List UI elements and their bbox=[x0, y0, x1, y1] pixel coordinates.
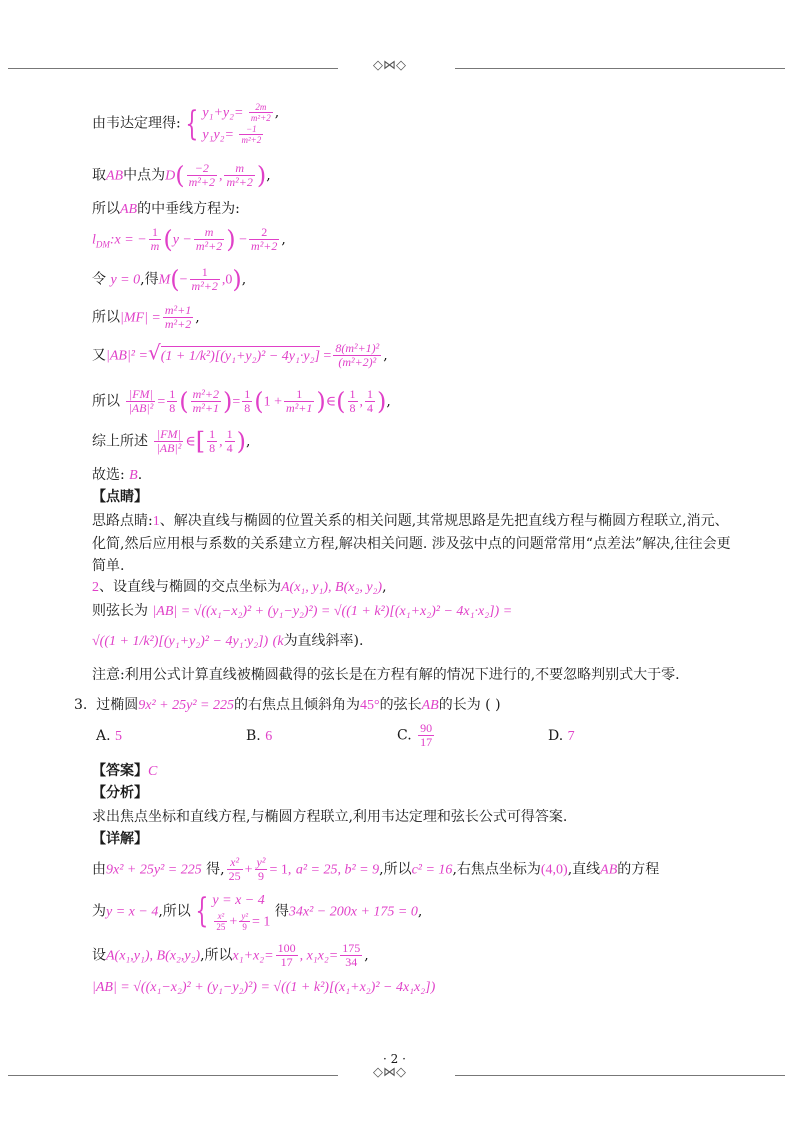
brace: { bbox=[185, 103, 199, 144]
q3-text-b: 的右焦点且倾斜角为 bbox=[233, 697, 360, 713]
ratio-c2d: 8 bbox=[244, 401, 251, 415]
header-rule-right bbox=[455, 68, 785, 69]
page-number: · 2 · bbox=[383, 1052, 406, 1066]
d1-eq: 9x² + 25y² = 225 bbox=[106, 862, 202, 878]
ratio-r1d: 8 bbox=[349, 401, 356, 415]
q3-angle: 45° bbox=[359, 698, 380, 713]
analysis-text: 求出焦点坐标和直线方程,与椭圆方程联立,利用韦达定理和弦长公式可得答案. bbox=[92, 809, 568, 825]
ldm-f1d: m bbox=[150, 239, 160, 253]
d3-sn: 100 bbox=[277, 941, 296, 955]
comment-head: 【点睛】 bbox=[92, 489, 148, 505]
choose-val: B bbox=[129, 468, 138, 483]
midpoint-d: D bbox=[165, 168, 176, 184]
d2-s2eq: = 1 bbox=[252, 914, 271, 930]
choose-text: 故选: bbox=[92, 467, 125, 483]
option-c-num: 90 bbox=[420, 721, 433, 735]
header-ornament: ◇⋈◇ bbox=[373, 58, 406, 73]
vieta-sum-den: m²+2 bbox=[250, 113, 271, 123]
ratio-c1n: 1 bbox=[169, 387, 176, 401]
answer-head: 【答案】 bbox=[92, 763, 148, 779]
option-d-value: 7 bbox=[567, 729, 575, 744]
choose-line: 故选: B. bbox=[92, 467, 143, 483]
ratio-in2d: m²+1 bbox=[286, 401, 313, 415]
d3-pd: 34 bbox=[345, 955, 358, 969]
mf-d: m²+2 bbox=[164, 317, 192, 331]
q3-text-d: 的长为 ( ) bbox=[438, 697, 501, 713]
mf-text: 所以 bbox=[92, 309, 120, 326]
ldm-line: $l_{DM}:x$ = − $\frac{1}{m}$ (y − $\frac{m}{\text{m²+2}}$ ) − $\frac{2}{\text{m²+2}}$ , bbox=[92, 225, 286, 254]
sum-r1d: 8 bbox=[209, 441, 216, 455]
detail-line-3 bbox=[92, 942, 369, 969]
ratio-r2d: 4 bbox=[367, 401, 374, 415]
footer-rule-right bbox=[455, 1075, 785, 1076]
d1-b: 得, bbox=[206, 861, 225, 878]
option-c-label: C. bbox=[397, 727, 412, 744]
mf-line: 所以|MF| = $\frac{\text{m²+1}}{\text{m²+2}}$ , bbox=[92, 303, 200, 331]
d1-f: 的方程 bbox=[617, 861, 660, 878]
d3-prod: , x₁x₂= bbox=[299, 948, 339, 964]
let-fd: m²+2 bbox=[191, 279, 218, 293]
vieta-stack: y₁+y₂= $\frac{2m}{\text{m²+2}}$ , y₁y₂= $\frac{-1}{\text{m²+2}}$ bbox=[202, 102, 280, 145]
midpoint-line: 取AB中点为D( $\frac{-2}{\text{m²+2}}$ , $\frac{m}{\text{m²+2}}$ ), bbox=[92, 161, 271, 190]
d3-sd: 17 bbox=[280, 955, 293, 969]
comment-p3 bbox=[92, 602, 512, 621]
let-line: 令 y = 0,得M(− $\frac{1}{\text{m²+2}}$ ,0), bbox=[92, 265, 247, 294]
sum-d: |AB|² bbox=[156, 441, 182, 455]
vieta-line bbox=[92, 102, 279, 145]
let-text2: ,得 bbox=[140, 271, 159, 288]
comment-note: 注意:利用公式计算直线被椭圆截得的弦长是在方程有解的情况下进行的,不要忽略判别式大于零. bbox=[92, 667, 680, 683]
q3-ellipse: 9x² + 25y² = 225 bbox=[138, 698, 234, 713]
perp-text2: 的中垂线方程为: bbox=[137, 201, 240, 217]
d1-c2: c² = 16 bbox=[411, 862, 453, 878]
ratio-c2n: 1 bbox=[244, 387, 251, 401]
ldm-sub: DM bbox=[95, 239, 110, 250]
vieta-prod-den: m²+2 bbox=[241, 134, 262, 145]
comment-p2-pts: A(x₁, y₁), B(x₂, y₂) bbox=[281, 580, 383, 595]
header-rule-left bbox=[8, 68, 338, 69]
comment-p4-b: 为直线斜率). bbox=[283, 633, 364, 649]
ratio-text: 所以 bbox=[92, 393, 120, 410]
ldm-f3d: m²+2 bbox=[251, 239, 278, 253]
answer-val: C bbox=[148, 764, 158, 779]
q3-ab: AB bbox=[421, 698, 439, 713]
d2-stack: y = x − 4 $\frac{\text{x²}}{25}$ + $\frac{\text{y²}}{9}$ = 1 bbox=[212, 893, 271, 932]
d1-eq1: = 1, bbox=[269, 862, 292, 878]
d2-s1: y = x − 4 bbox=[212, 893, 265, 908]
detail-line-4 bbox=[92, 978, 435, 997]
sum-r2n: 1 bbox=[226, 427, 233, 441]
d1-fd2: 9 bbox=[258, 869, 264, 883]
q3-text-c: 的弦长 bbox=[379, 697, 422, 713]
comment-p1-num: 1 bbox=[152, 514, 160, 529]
ab-eq: = bbox=[319, 348, 332, 364]
option-c[interactable] bbox=[397, 722, 436, 749]
comment-p2-b: , bbox=[382, 579, 387, 595]
ldm-f1n: 1 bbox=[149, 226, 162, 240]
option-d-label: D. bbox=[548, 728, 564, 744]
midpoint-d1: m²+2 bbox=[188, 175, 215, 189]
ratio-d: |AB|² bbox=[128, 401, 154, 415]
ldm-f2d: m²+2 bbox=[195, 239, 223, 253]
vieta-sum: y₁+y₂= bbox=[202, 105, 247, 121]
ldm-y: y − bbox=[172, 232, 192, 248]
mf-lhs: |MF| = bbox=[120, 310, 161, 326]
q3-stem bbox=[74, 696, 501, 715]
sum-r1n: 1 bbox=[209, 427, 216, 441]
ratio-r2n: 1 bbox=[367, 387, 374, 401]
d1-ab2: AB bbox=[600, 862, 618, 878]
answer-line bbox=[92, 762, 157, 781]
d2-d: , bbox=[417, 903, 423, 920]
d2-s2n1: x² bbox=[214, 911, 227, 922]
vieta-sum-num: 2m bbox=[249, 102, 273, 113]
ratio-in: ∈ bbox=[325, 394, 337, 410]
d2-s2d1: 25 bbox=[216, 922, 226, 932]
midpoint-ab: AB bbox=[106, 168, 124, 184]
comment-p3-a: 则弦长为 bbox=[92, 603, 148, 619]
d2-b: ,所以 bbox=[158, 903, 191, 920]
option-b[interactable] bbox=[246, 728, 272, 745]
ldm-x: :x = − bbox=[109, 232, 147, 248]
option-d[interactable] bbox=[548, 728, 575, 745]
ldm-minus: − bbox=[235, 232, 248, 248]
d2-c: 得 bbox=[274, 903, 289, 920]
d1-a: 由 bbox=[92, 861, 106, 878]
brace: { bbox=[195, 891, 209, 932]
option-a-label: A. bbox=[96, 728, 111, 744]
perp-line bbox=[92, 200, 240, 219]
vieta-prod: y₁y₂= bbox=[202, 127, 238, 142]
comment-p1-b: 、解决直线与椭圆的位置关系的相关问题,其常规思路是先把直线方程与椭圆方程联立,消元、化简,然后应用根与系数的关系建立方程,解决相关问题. 涉及弦中点的问题常常用“点差法”解决,往往会更简单. bbox=[92, 513, 731, 574]
option-a[interactable] bbox=[96, 728, 122, 745]
midpoint-n2: m bbox=[224, 162, 254, 176]
sum-in: ∈ bbox=[185, 434, 196, 450]
d1-fn2: y² bbox=[256, 855, 266, 869]
option-c-den: 17 bbox=[420, 735, 433, 749]
detail-line-1 bbox=[92, 856, 659, 883]
comment-p1-a: 思路点睛: bbox=[92, 513, 153, 529]
comment-p4-f: √((1 + 1/k²)[(y₁+y₂)² − 4y₁·y₂]) bbox=[92, 634, 269, 649]
d2-s2d2: 9 bbox=[242, 922, 247, 932]
ratio-c1d: 8 bbox=[169, 401, 176, 415]
ab-n: 8(m²+1)² bbox=[335, 341, 380, 355]
ab-line: 又|AB|² =√(1 + 1/k²)[(y₁+y₂)² − 4y₁·y₂] = $\frac{\text{8(m²+1)²}}{\text{(m²+2)²}}$ , bbox=[92, 340, 388, 369]
q3-number: 3. bbox=[74, 697, 88, 713]
sum-n: |FM| bbox=[154, 428, 183, 442]
comment-p2-num: 2 bbox=[92, 580, 99, 595]
comment-p4 bbox=[92, 632, 363, 651]
ab-lhs: |AB|² = bbox=[106, 348, 148, 364]
d3-sum: x₁+x₂= bbox=[232, 948, 274, 964]
midpoint-text2: 中点为 bbox=[123, 167, 166, 184]
ratio-eq2: = bbox=[232, 394, 241, 410]
detail-line-2 bbox=[92, 890, 422, 933]
d3-pts: A(x₁,y₁), B(x₂,y₂) bbox=[106, 948, 201, 964]
ratio-line: 所以 $\frac{|FM|}{\text{|AB|²}}$ = $\frac{1}{8}$ ( $\frac{\text{m²+2}}{\text{m²+1}}$ )= $\frac{1}{8}$ (1 + $\frac{1}{\text{m²+1}}$ )∈( $\frac{1}{8}$ , $\frac{1}{4}$ ), bbox=[92, 387, 391, 416]
d2-quad: 34x² − 200x + 175 = 0 bbox=[288, 904, 418, 920]
detail-head: 【详解】 bbox=[92, 831, 148, 847]
vieta-prod-num: −1 bbox=[239, 124, 263, 135]
ldm-lhs: l bbox=[92, 232, 96, 248]
ratio-one: 1 + bbox=[263, 394, 283, 410]
midpoint-n1: −2 bbox=[187, 162, 217, 176]
comment-p2-a: 、设直线与椭圆的交点坐标为 bbox=[99, 579, 281, 595]
option-b-value: 6 bbox=[265, 729, 273, 744]
d1-e: ,直线 bbox=[567, 861, 601, 878]
sum-r2d: 4 bbox=[226, 441, 233, 455]
sum-text: 综上所述 bbox=[92, 433, 148, 450]
analysis-head: 【分析】 bbox=[92, 785, 148, 801]
q3-text-a: 过椭圆 bbox=[96, 697, 139, 713]
d2-a: 为 bbox=[92, 903, 106, 920]
comment-p1 bbox=[92, 510, 732, 577]
comment-p2 bbox=[92, 578, 387, 597]
ldm-f3n: 2 bbox=[249, 226, 279, 240]
d3-b: ,所以 bbox=[200, 947, 233, 964]
mf-n: m²+1 bbox=[164, 303, 192, 317]
summary-line: 综上所述 $\frac{|FM|}{\text{|AB|²}}$ ∈[ $\frac{1}{8}$ , $\frac{1}{4}$ ), bbox=[92, 427, 251, 456]
footer-rule-left bbox=[8, 1075, 338, 1076]
ab-rad: (1 + 1/k²)[(y₁+y₂)² − 4y₁·y₂] bbox=[161, 346, 320, 366]
let-tail: ,0 bbox=[221, 272, 233, 288]
d3-a: 设 bbox=[92, 947, 106, 964]
ab-d: (m²+2)² bbox=[338, 355, 377, 369]
ratio-r1n: 1 bbox=[349, 387, 356, 401]
d1-fd1: 25 bbox=[228, 869, 241, 883]
ratio-eq1: = bbox=[157, 394, 166, 410]
d1-c: ,所以 bbox=[379, 861, 412, 878]
comment-p4-k: (k bbox=[272, 634, 284, 649]
vieta-label: 由韦达定理得: bbox=[92, 115, 181, 132]
perp-ab: AB bbox=[120, 202, 138, 217]
midpoint-text: 取 bbox=[92, 167, 106, 184]
d4-f: |AB| = √((x₁−x₂)² + (y₁−y₂)²) = √((1 + k²)[(x₁+x₂)² − 4x₁x₂]) bbox=[92, 980, 436, 995]
d2-line: y = x − 4 bbox=[106, 904, 159, 920]
d1-plus: + bbox=[244, 862, 253, 878]
footer-ornament: ◇⋈◇ bbox=[373, 1065, 406, 1080]
option-a-value: 5 bbox=[115, 729, 123, 744]
ldm-f2n: m bbox=[194, 226, 224, 240]
ratio-in1d: m²+1 bbox=[192, 401, 219, 415]
d1-ab: a² = 25, b² = 9 bbox=[295, 862, 380, 878]
let-text: 令 bbox=[92, 271, 106, 288]
comment-p3-f: |AB| = √((x₁−x₂)² + (y₁−y₂)²) = √((1 + k²)[(x₁+x₂)² − 4x₁·x₂]) = bbox=[152, 604, 513, 619]
ratio-in1n: m²+2 bbox=[192, 387, 219, 401]
d1-d: ,右焦点坐标为 bbox=[452, 861, 541, 878]
d1-fn1: x² bbox=[227, 856, 243, 870]
d3-c: , bbox=[364, 947, 369, 964]
midpoint-d2: m²+2 bbox=[226, 175, 253, 189]
d1-focus: (4,0) bbox=[540, 862, 568, 878]
ratio-in2n: 1 bbox=[284, 388, 314, 402]
ab-text: 又 bbox=[92, 347, 106, 364]
let-fn: 1 bbox=[190, 266, 220, 280]
ratio-n: |FM| bbox=[126, 388, 155, 402]
perp-text: 所以 bbox=[92, 201, 120, 217]
option-b-label: B. bbox=[246, 728, 261, 744]
let-m: M bbox=[158, 272, 171, 288]
d2-s2n2: y² bbox=[241, 911, 249, 921]
let-y: y = 0 bbox=[110, 272, 141, 288]
d3-pn: 175 bbox=[342, 941, 361, 955]
